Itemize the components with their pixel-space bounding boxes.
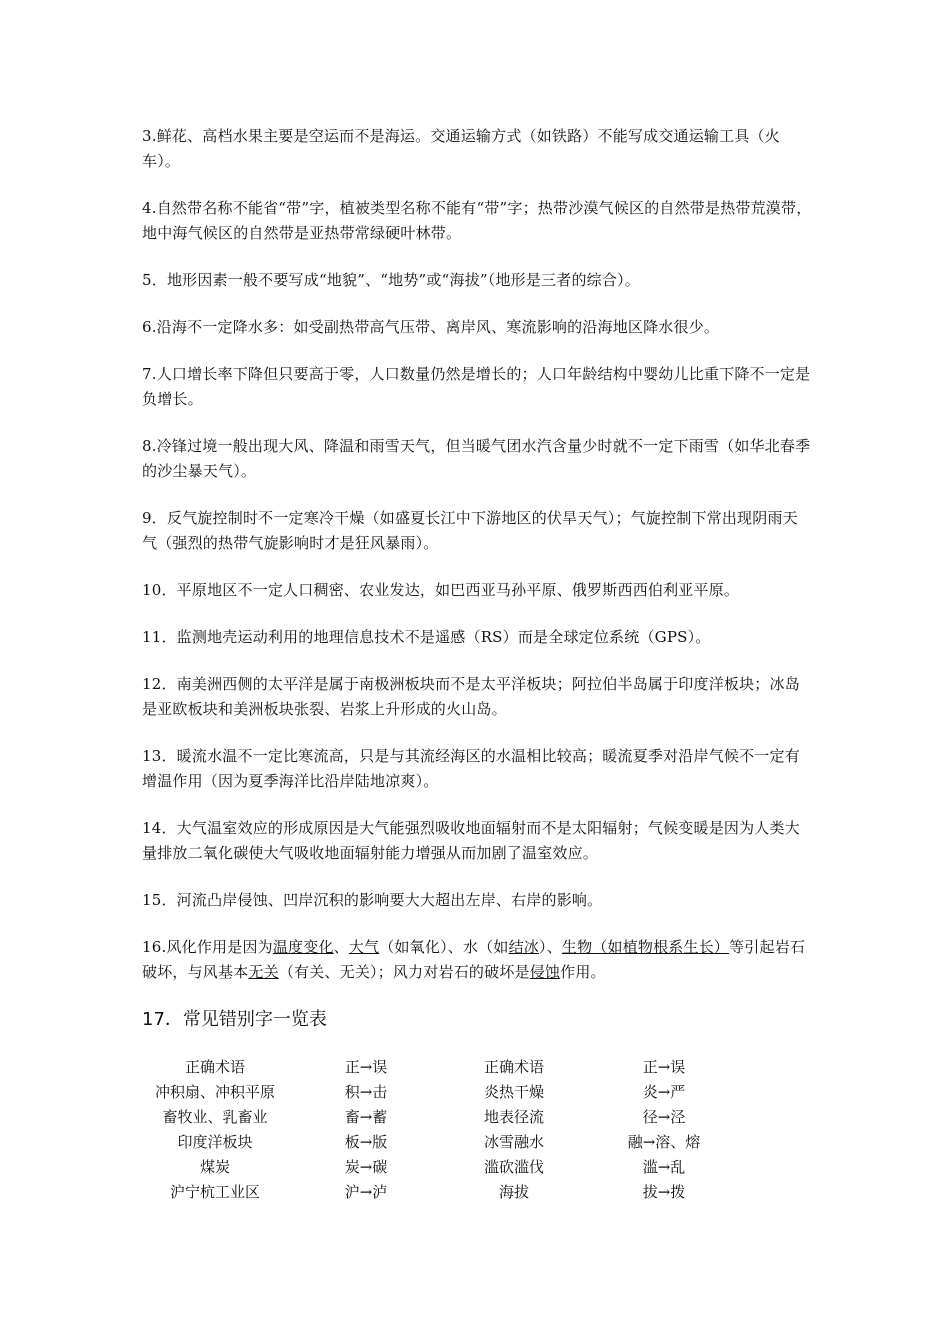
note-text: 12．南美洲西侧的太平洋是属于南极洲板块而不是太平洋板块；阿拉伯半岛属于印度洋板块；冰岛是亚欧板块和美洲板块张裂、岩浆上升形成的火山岛。 [142, 675, 800, 718]
table-cell: 冰雪融水 [483, 1133, 544, 1151]
table-header-cell: 正→误 [642, 1058, 686, 1076]
table-cell: 沪→泸 [344, 1183, 388, 1201]
table-cell: 融→溶、熔 [627, 1133, 701, 1151]
note-paragraph [142, 935, 812, 985]
note-paragraph [142, 578, 812, 603]
note-paragraph [142, 315, 812, 340]
note-text: （如氧化）、水（如 [379, 938, 509, 956]
table-header-cell: 正→误 [344, 1058, 388, 1076]
notes-list [142, 124, 812, 985]
table-header-row [142, 1055, 744, 1080]
note-paragraph [142, 268, 812, 293]
note-paragraph [142, 744, 812, 794]
note-text: 作用。 [560, 963, 606, 981]
note-paragraph [142, 888, 812, 913]
table-cell: 炎→严 [642, 1083, 686, 1101]
note-text: 4.自然带名称不能省“带”字，植被类型名称不能有“带”字；热带沙漠气候区的自然带是热带荒漠带，地中海气候区的自然带是亚热带常绿硬叶林带。 [142, 199, 812, 242]
note-text: 8.冷锋过境一般出现大风、降温和雨雪天气，但当暖气团水汽含量少时就不一定下雨雪（如华北春季的沙尘暴天气）。 [142, 437, 811, 480]
note-text: 等引起岩石破坏，与风基本 [142, 938, 806, 981]
note-text: 、 [333, 938, 349, 956]
note-text: 14．大气温室效应的形成原因是大气能强烈吸收地面辐射而不是太阳辐射；气候变暖是因为人类大量排放二氧化碳使大气吸收地面辐射能力增强从而加剧了温室效应。 [142, 819, 800, 862]
table-cell: 积→击 [344, 1083, 388, 1101]
note-paragraph [142, 124, 812, 174]
note-text: 9．反气旋控制时不一定寒冷干燥（如盛夏长江中下游地区的伏旱天气）；气旋控制下常出现阴雨天气（强烈的热带气旋影响时才是狂风暴雨）。 [142, 509, 798, 552]
table-header-cell: 正确术语 [184, 1058, 245, 1076]
table-cell: 拔→拨 [642, 1183, 686, 1201]
note-text: 11．监测地壳运动利用的地理信息技术不是遥感（RS）而是全球定位系统（GPS）。 [142, 628, 711, 646]
table-cell: 畜→蓄 [344, 1108, 388, 1126]
table-cell: 煤炭 [199, 1158, 230, 1176]
table-cell: 炎热干燥 [483, 1083, 544, 1101]
underlined-term: 侵蚀 [529, 963, 561, 981]
note-text: 16.风化作用是因为 [142, 938, 273, 956]
note-paragraph [142, 362, 812, 412]
note-paragraph [142, 506, 812, 556]
underlined-term: 生物（如植物根系生长） [561, 938, 730, 956]
table-cell: 滥→乱 [642, 1158, 686, 1176]
typo-table [142, 1055, 744, 1205]
underlined-term: 温度变化 [272, 938, 334, 956]
note-paragraph [142, 672, 812, 722]
note-text: 6.沿海不一定降水多：如受副热带高气压带、离岸风、寒流影响的沿海地区降水很少。 [142, 318, 720, 336]
underlined-term: 大气 [348, 938, 380, 956]
table-cell: 炭→碳 [344, 1158, 388, 1176]
underlined-term: 结冰 [508, 938, 539, 956]
table-row [142, 1180, 744, 1205]
note-text: 5．地形因素一般不要写成“地貌”、“地势”或“海拔”（地形是三者的综合）。 [142, 271, 640, 289]
table-cell: 沪宁杭工业区 [169, 1183, 260, 1201]
note-paragraph [142, 196, 812, 246]
note-text: 10．平原地区不一定人口稠密、农业发达，如巴西亚马孙平原、俄罗斯西西伯利亚平原。 [142, 581, 740, 599]
note-text: ）、 [539, 938, 562, 956]
table-cell: 印度洋板块 [177, 1133, 253, 1151]
table-row [142, 1155, 744, 1180]
table-cell: 板→版 [344, 1133, 388, 1151]
table-cell: 地表径流 [483, 1108, 544, 1126]
table-header-cell: 正确术语 [483, 1058, 544, 1076]
note-text: （有关、无关）；风力对岩石的破坏是 [278, 963, 530, 981]
table-cell: 径→泾 [642, 1108, 686, 1126]
underlined-term: 无关 [248, 963, 279, 981]
table-row [142, 1080, 744, 1105]
note-text: 13．暖流水温不一定比寒流高，只是与其流经海区的水温相比较高；暖流夏季对沿岸气候不一定有增温作用（因为夏季海洋比沿岸陆地凉爽）。 [142, 747, 800, 790]
note-paragraph [142, 434, 812, 484]
note-text: 15．河流凸岸侵蚀、凹岸沉积的影响要大大超出左岸、右岸的影响。 [142, 891, 603, 909]
document-page [142, 124, 812, 1205]
note-paragraph [142, 816, 812, 866]
table-cell: 海拔 [498, 1183, 529, 1201]
table-cell: 滥砍滥伐 [483, 1158, 544, 1176]
note-paragraph [142, 625, 812, 650]
table-cell: 冲积扇、冲积平原 [154, 1083, 275, 1101]
note-text: 7.人口增长率下降但只要高于零，人口数量仍然是增长的；人口年龄结构中婴幼儿比重下降不一定是负增长。 [142, 365, 811, 408]
table-row [142, 1130, 744, 1155]
table-cell: 畜牧业、乳畜业 [162, 1108, 268, 1126]
section-title: 17．常见错别字一览表 [142, 1009, 327, 1030]
note-text: 3.鲜花、高档水果主要是空运而不是海运。交通运输方式（如铁路）不能写成交通运输工具（火车）。 [142, 127, 780, 170]
table-row [142, 1105, 744, 1130]
